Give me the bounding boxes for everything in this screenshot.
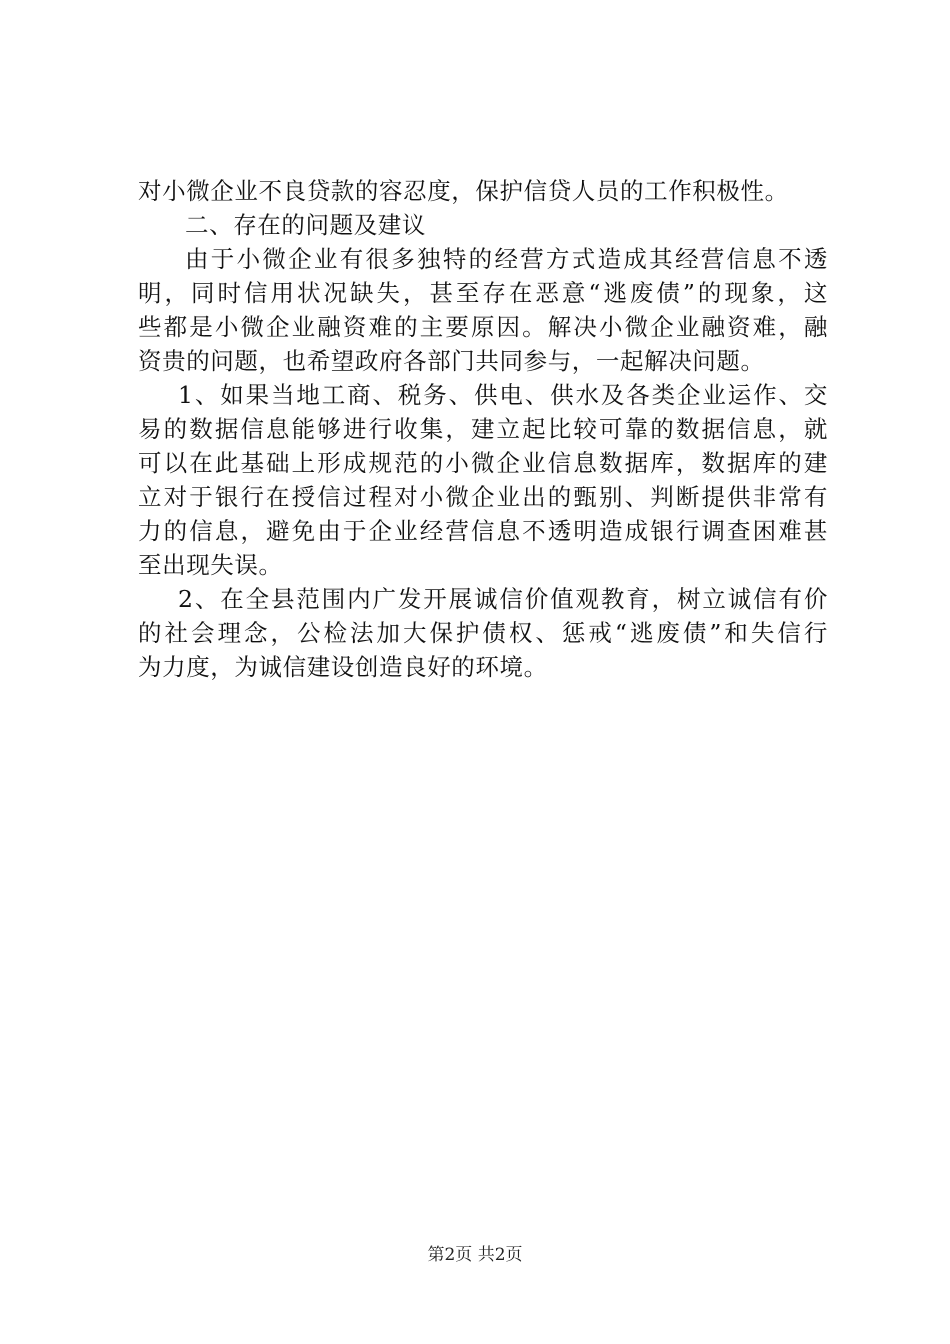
- paragraph-line: 由于小微企业有很多独特的经营方式造成其经营信息不透: [185, 245, 828, 273]
- paragraph-line: 至出现失误。: [138, 551, 283, 579]
- paragraph-line: 资贵的问题，也希望政府各部门共同参与，一起解决问题。: [138, 347, 765, 375]
- paragraph-line: 明，同时信用状况缺失，甚至存在恶意“逃废债”的现象，这: [138, 279, 828, 307]
- paragraph-line: 2、在全县范围内广发开展诚信价值观教育，树立诚信有价: [178, 585, 828, 613]
- paragraph-line: 可以在此基础上形成规范的小微企业信息数据库，数据库的建: [138, 449, 828, 477]
- paragraph-line: 对小微企业不良贷款的容忍度，保护信贷人员的工作积极性。: [138, 177, 789, 205]
- paragraph-line: 立对于银行在授信过程对小微企业出的甄别、判断提供非常有: [138, 483, 828, 511]
- page-number-footer: 第2页 共2页: [427, 1245, 523, 1265]
- paragraph-line: 力的信息，避免由于企业经营信息不透明造成银行调查困难甚: [138, 517, 828, 545]
- section-heading: 二、存在的问题及建议: [185, 211, 426, 239]
- paragraph-line: 些都是小微企业融资难的主要原因。解决小微企业融资难，融: [138, 313, 828, 341]
- paragraph-line: 1、如果当地工商、税务、供电、供水及各类企业运作、交: [178, 381, 828, 409]
- document-body: [138, 174, 828, 684]
- paragraph-line: 易的数据信息能够进行收集，建立起比较可靠的数据信息，就: [138, 415, 828, 443]
- paragraph-line: 的社会理念，公检法加大保护债权、惩戒“逃废债”和失信行: [138, 619, 828, 647]
- paragraph-line: 为力度，为诚信建设创造良好的环境。: [138, 653, 548, 681]
